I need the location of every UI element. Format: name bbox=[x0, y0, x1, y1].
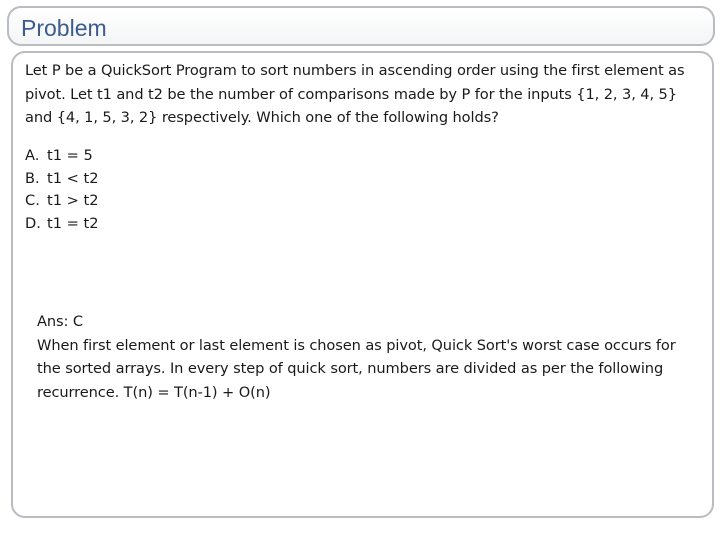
answer-block bbox=[37, 310, 697, 404]
option-b bbox=[25, 168, 99, 191]
answer-explanation: When first element or last element is chosen as pivot, Quick Sort's worst case occurs for the sorted arrays. In every step of quick sort, numbers are divided as per the following recurrence. T(n) = T(n-1) + O(n) bbox=[37, 336, 676, 401]
option-c bbox=[25, 190, 99, 213]
option-text: t1 > t2 bbox=[47, 192, 99, 209]
slide-title: Problem bbox=[21, 15, 107, 41]
option-d bbox=[25, 213, 99, 236]
option-text: t1 < t2 bbox=[47, 169, 99, 187]
answer-label: Ans: C bbox=[37, 313, 83, 330]
option-letter: B. bbox=[25, 169, 40, 187]
slide-title-bar bbox=[7, 6, 715, 46]
option-letter: A. bbox=[25, 147, 40, 164]
option-a bbox=[25, 145, 99, 168]
option-text: t1 = t2 bbox=[47, 214, 99, 232]
option-letter: C. bbox=[25, 192, 40, 209]
options-list bbox=[25, 145, 99, 235]
option-text: t1 = 5 bbox=[47, 147, 93, 164]
question-text: Let P be a QuickSort Program to sort numbers in ascending order using the first element as pivot. Let t1 and t2 be the number of comparisons made by P for the inputs {1, 2, 3, 4, 5} and {4, 1, 5, 3, 2} respectively. Which one of the following holds? bbox=[25, 62, 685, 126]
option-letter: D. bbox=[25, 214, 41, 232]
